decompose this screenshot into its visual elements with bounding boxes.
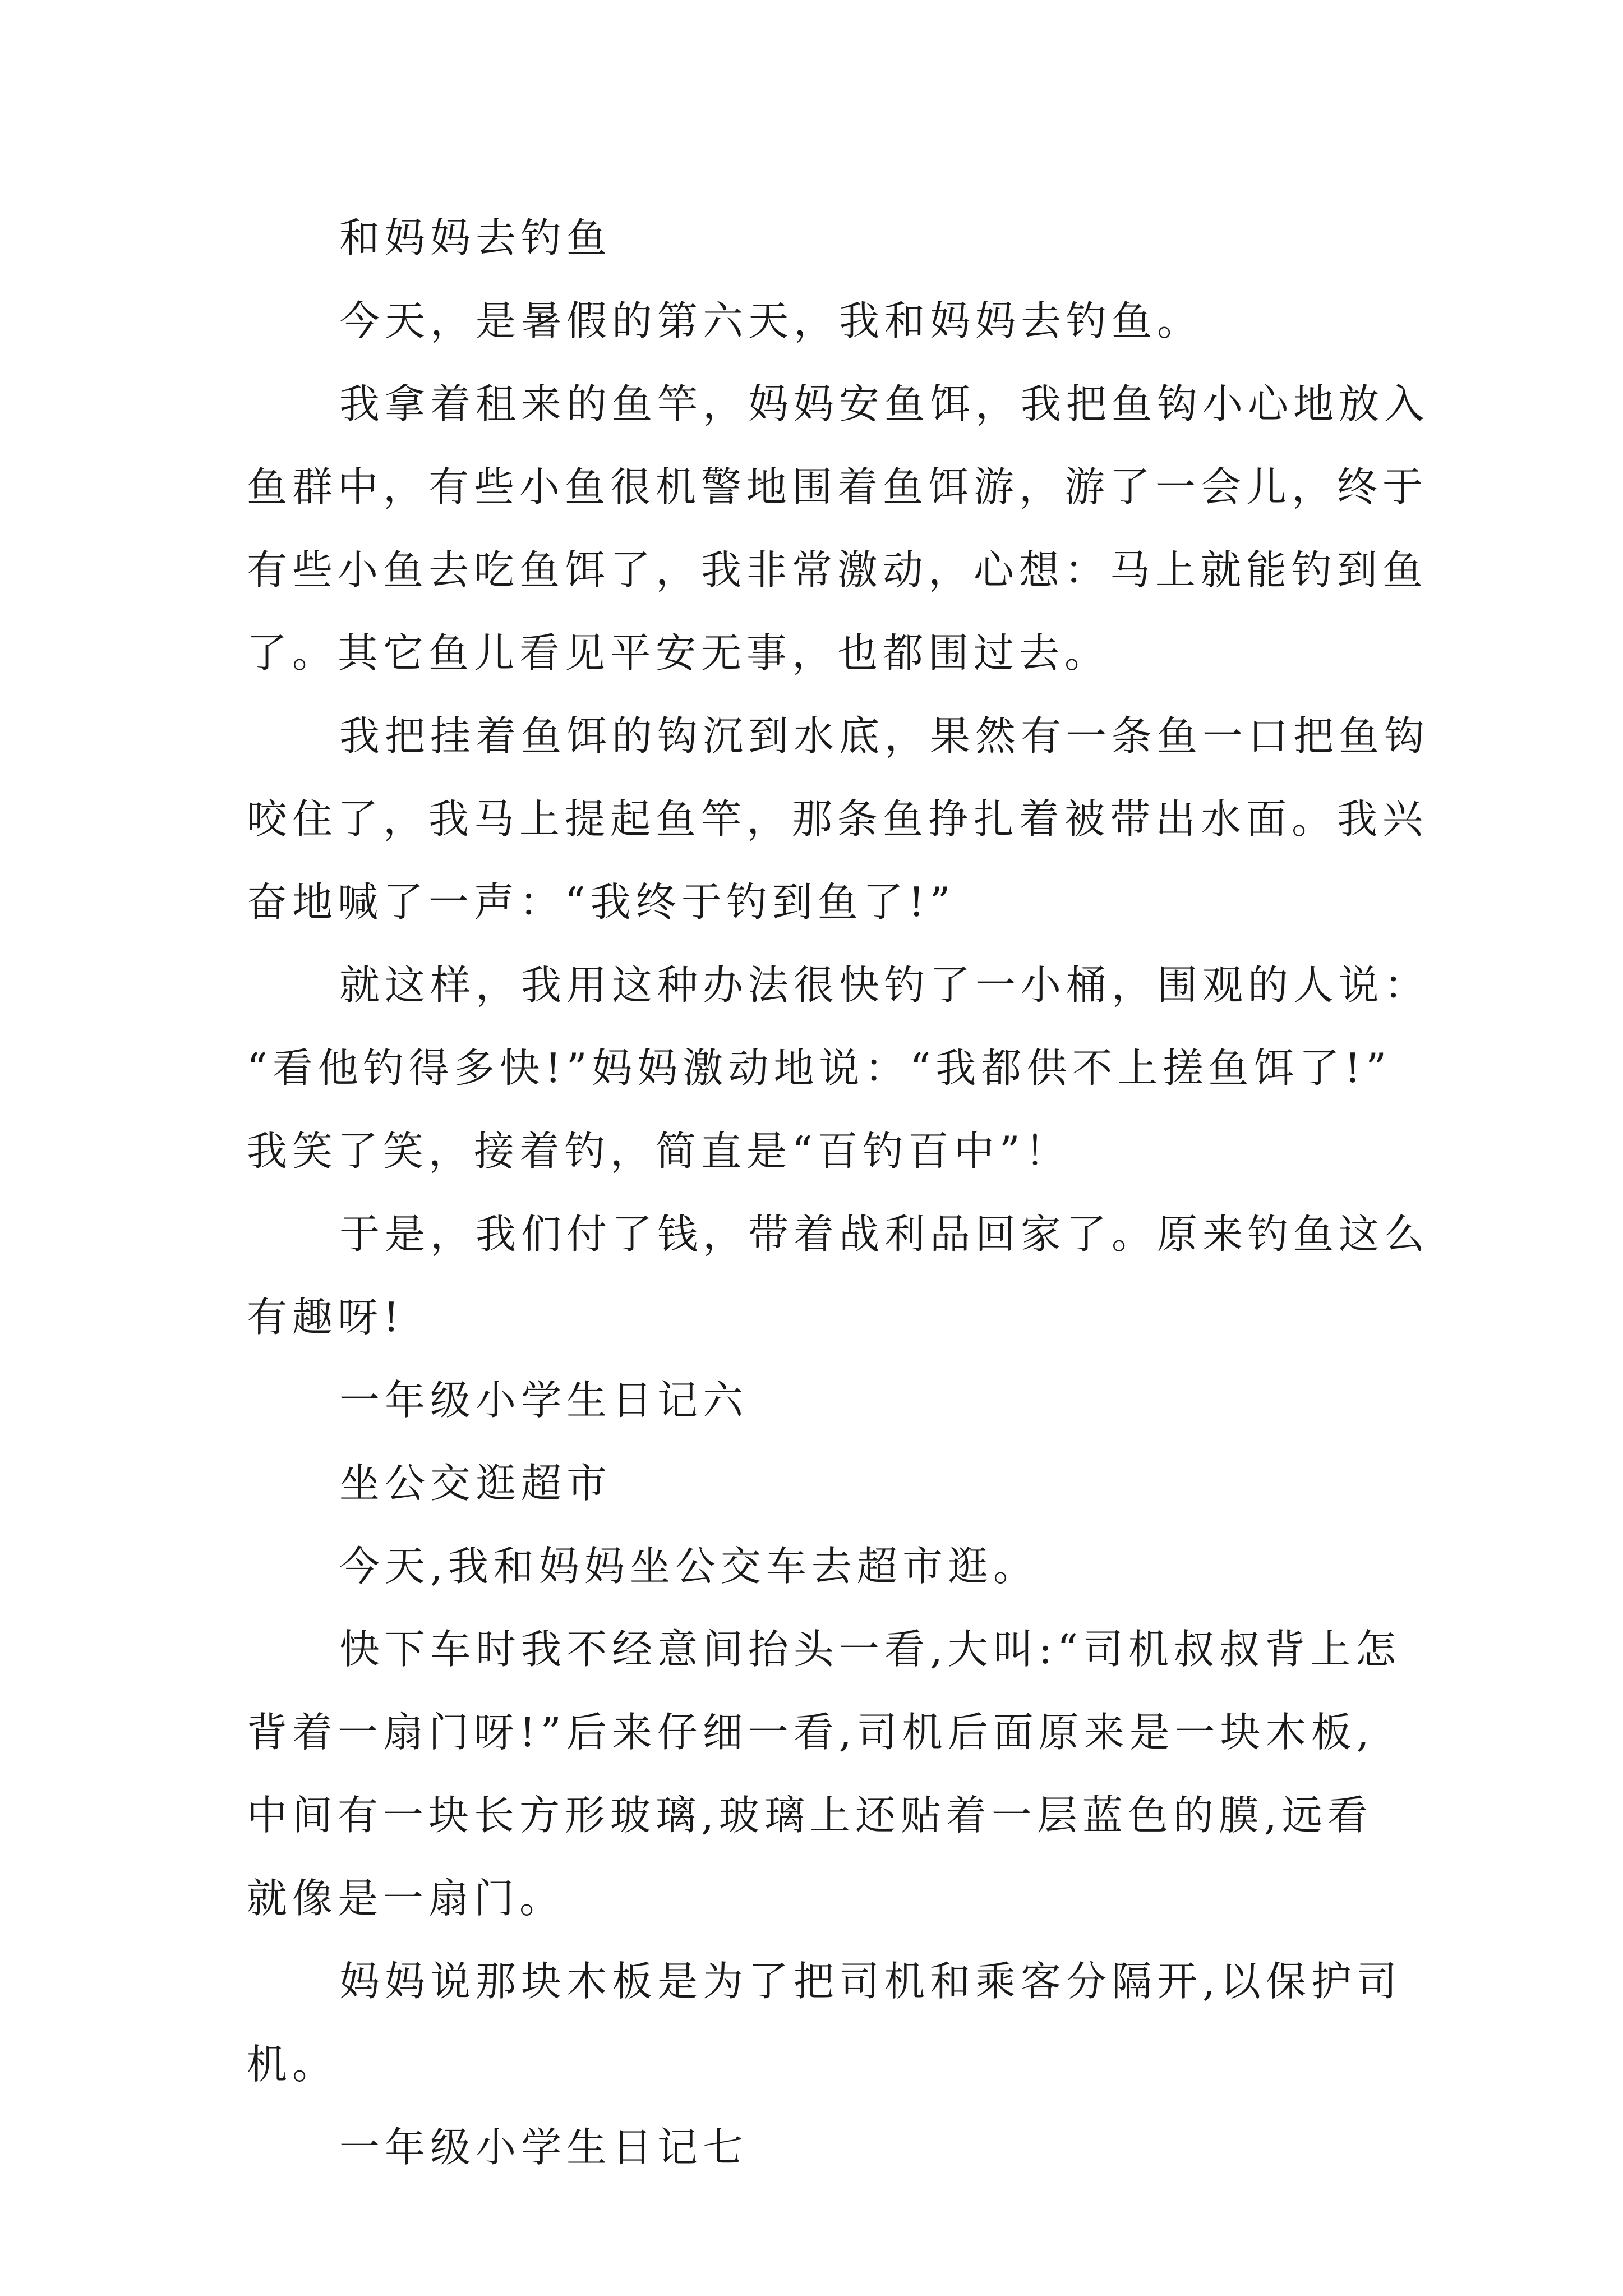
paragraph-line: 鱼群中，有些小鱼很机警地围着鱼饵游，游了一会儿，终于 xyxy=(247,463,1428,510)
paragraph-line: 就像是一扇门。 xyxy=(247,1875,565,1922)
paragraph-line: 有些小鱼去吃鱼饵了，我非常激动，心想：马上就能钓到鱼 xyxy=(247,546,1428,593)
paragraph-line: 奋地喊了一声：“我终于钓到鱼了!” xyxy=(247,878,956,926)
paragraph-line: 我笑了笑，接着钓，简直是“百钓百中”！ xyxy=(247,1128,1071,1175)
paragraph-line: 中间有一块长方形玻璃,玻璃上还贴着一层蓝色的膜,远看 xyxy=(247,1792,1373,1839)
paragraph-line: 今天,我和妈妈坐公交车去超市逛。 xyxy=(339,1543,1039,1590)
section-heading: 一年级小学生日记六 xyxy=(339,1377,749,1424)
paragraph-line: 机。 xyxy=(247,2041,338,2088)
paragraph-line: 妈妈说那块木板是为了把司机和乘客分隔开,以保护司 xyxy=(339,1958,1402,2005)
paragraph-line: 背着一扇门呀!”后来仔细一看,司机后面原来是一块木板, xyxy=(247,1709,1375,1756)
paragraph-line: 于是，我们付了钱，带着战利品回家了。原来钓鱼这么 xyxy=(339,1211,1430,1258)
paragraph-line: 我把挂着鱼饵的钩沉到水底，果然有一条鱼一口把鱼钩 xyxy=(339,712,1430,760)
article-title: 和妈妈去钓鱼 xyxy=(339,214,612,261)
paragraph-line: 我拿着租来的鱼竿，妈妈安鱼饵，我把鱼钩小心地放入 xyxy=(339,380,1430,427)
paragraph-line: 咬住了，我马上提起鱼竿，那条鱼挣扎着被带出水面。我兴 xyxy=(247,795,1428,843)
diary-text xyxy=(247,196,1430,2189)
paragraph-line: 就这样，我用这种办法很快钓了一小桶，围观的人说： xyxy=(339,961,1430,1009)
paragraph-line: 今天，是暑假的第六天，我和妈妈去钓鱼。 xyxy=(339,297,1203,344)
paragraph-line: “看他钓得多快!”妈妈激动地说：“我都供不上搓鱼饵了!” xyxy=(247,1045,1392,1092)
article-title: 坐公交逛超市 xyxy=(339,1460,612,1507)
section-heading: 一年级小学生日记七 xyxy=(339,2124,749,2171)
paragraph-line: 有趣呀! xyxy=(247,1294,404,1341)
paragraph-line: 了。其它鱼儿看见平安无事，也都围过去。 xyxy=(247,629,1110,677)
paragraph-line: 快下车时我不经意间抬头一看,大叫:“司机叔叔背上怎 xyxy=(339,1626,1401,1673)
